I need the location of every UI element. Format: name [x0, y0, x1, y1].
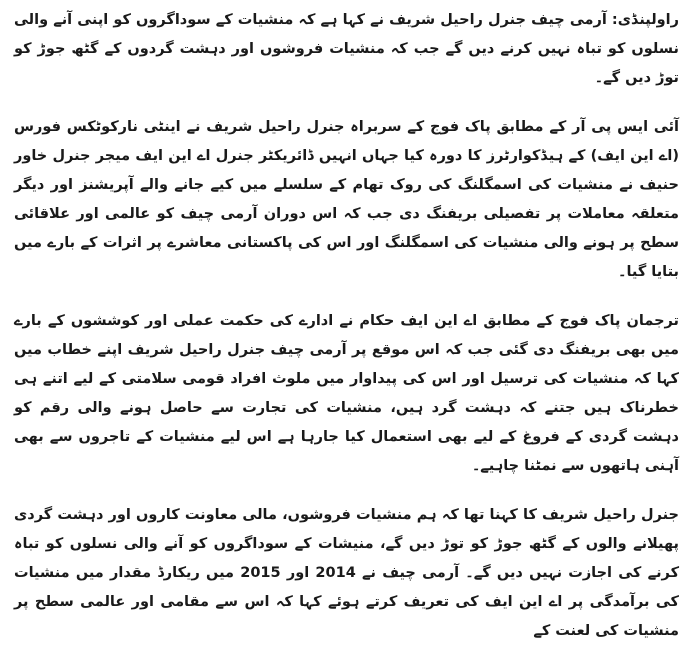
article-paragraph-3: ترجمان پاک فوج کے مطابق اے این ایف حکام نے ادارے کی حکمت عملی اور کوششوں کے بارے میں بھی بریفنگ دی گئی جب کہ اس موقع پر آرمی چیف جنرل راحیل شریف اپنے خطاب میں کہا کہ منشیات کی ترسیل اور اس کی پیداوار میں ملوث افراد قومی سلامتی کے لیے اتنے ہی خطرناک ہیں جتنے کہ دہشت گرد ہیں، منشیات کی تجارت سے حاصل ہونے والی رقم کو دہشت گردی کے فروغ کے لیے بھی استعمال کیا جارہا ہے اس لیے منشیات کے تاجروں سے بھی آہنی ہاتھوں سے نمٹنا چاہیے۔ [14, 313, 679, 474]
article-paragraph-1: راولپنڈی: آرمی چیف جنرل راحیل شریف نے کہا ہے کہ منشیات کے سوداگروں کو اپنی آنے والی نسلوں کو تباہ نہیں کرنے دیں گے جب کہ منشیات فروشوں اور دہشت گردوں کے گٹھ جوڑ کو توڑ دیں گے۔ [14, 12, 679, 86]
article-paragraph-2: آئی ایس پی آر کے مطابق پاک فوج کے سربراہ جنرل راحیل شریف نے اینٹی نارکوٹکس فورس (اے این ایف) کے ہیڈکوارٹرز کا دورہ کیا جہاں انہیں ڈائریکٹر جنرل اے این ایف میجر جنرل خاور حنیف نے منشیات کی اسمگلنگ کی روک تھام کے سلسلے میں کیے جانے والے آپریشنز اور دیگر متعلقہ معاملات پر تفصیلی بریفنگ دی جب کہ اس دوران آرمی چیف کو عالمی اور علاقائی سطح پر ہونے والی منشیات کی اسمگلنگ اور اس کی پاکستانی معاشرے پر اثرات کے بارے میں بتایا گیا۔ [14, 119, 679, 280]
article-paragraph-4: جنرل راحیل شریف کا کہنا تھا کہ ہم منشیات فروشوں، مالی معاونت کاروں اور دہشت گردی پھیلانے والوں کے گٹھ جوڑ کو توڑ دیں گے، منیشات کے سوداگروں کو آنے والی نسلوں کو تباہ کرنے کی اجازت نہیں دیں گے۔ آرمی چیف نے 2014 اور 2015 میں ریکارڈ مقدار میں منشیات کی برآمدگی پر اے این ایف کی تعریف کرتے ہوئے کہا کہ اس سے مقامی اور عالمی سطح پر منشیات کی لعنت کے [14, 507, 679, 639]
